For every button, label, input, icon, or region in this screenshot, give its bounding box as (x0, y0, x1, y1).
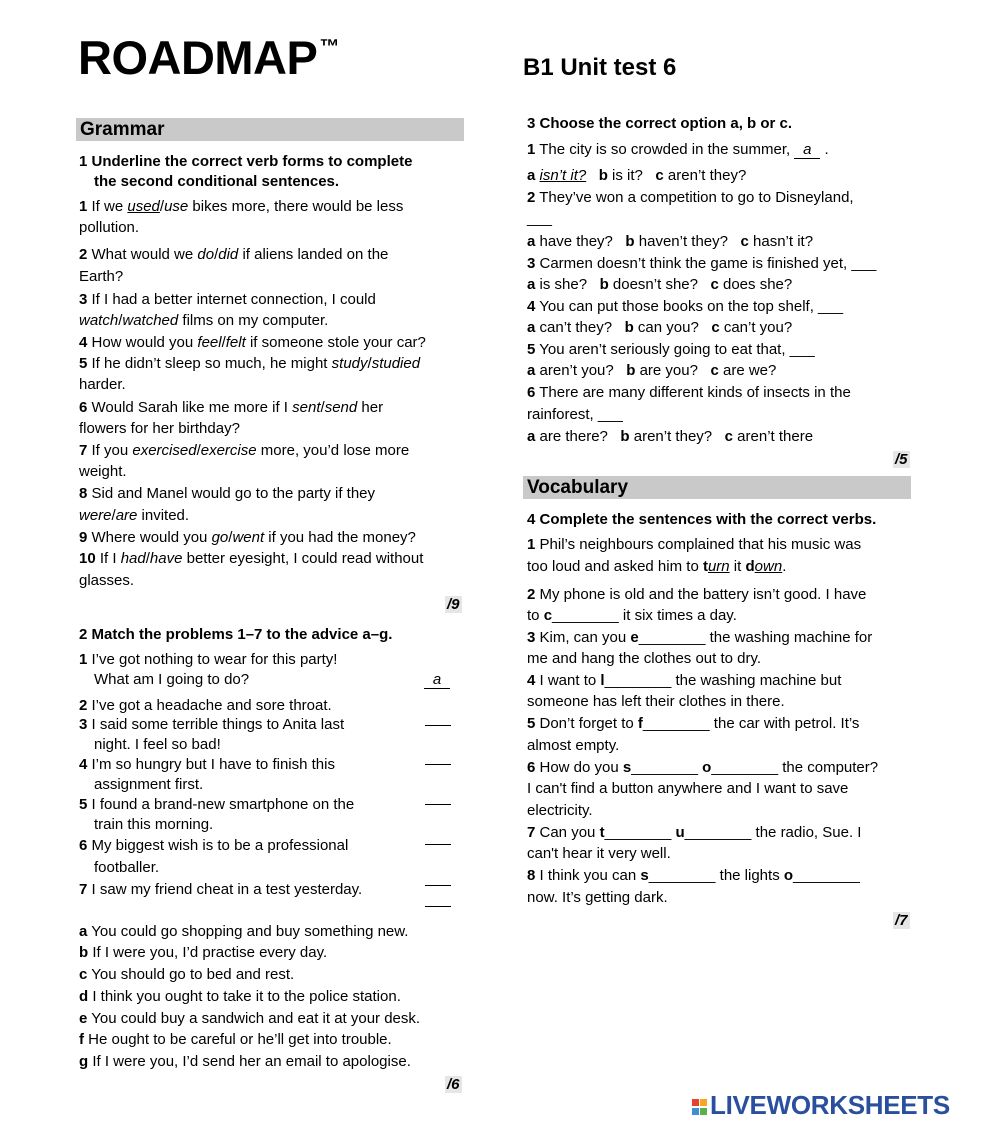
ex3-q5-options: a aren’t you? b are you? c are we? (527, 362, 777, 379)
ex3-score: /5 (895, 451, 908, 468)
ex4-item-8-cont: now. It’s getting dark. (527, 889, 668, 906)
ex2-advice-c: c You should go to bed and rest. (79, 966, 295, 983)
ex1-item-7-cont: weight. (79, 463, 127, 480)
ex4-item-4-cont: someone has left their clothes in there. (527, 693, 785, 710)
vocabulary-heading: Vocabulary (523, 476, 911, 499)
ex2-problem-4-cont: assignment first. (94, 776, 204, 793)
ex4-instruction: 4 Complete the sentences with the correct verbs. (527, 511, 877, 528)
ex1-item-10-cont: glasses. (79, 572, 135, 589)
ex2-advice-d: d I think you ought to take it to the police station. (79, 988, 401, 1005)
ex1-item-1-cont: pollution. (79, 219, 140, 236)
ex2-problem-7: 7 I saw my friend cheat in a test yesterday. (79, 881, 363, 898)
ex3-q3-options: a is she? b doesn’t she? c does she? (527, 276, 793, 293)
unit-title: B1 Unit test 6 (523, 54, 677, 81)
ex2-blank-5[interactable] (425, 830, 451, 850)
ex3-instruction: 3 Choose the correct option a, b or c. (527, 115, 793, 132)
ex3-q6-cont: rainforest, ___ (527, 406, 623, 423)
ex3-q2: 2 They’ve won a competition to go to Disneyland, (527, 189, 854, 206)
ex4-item-2: 2 My phone is old and the battery isn’t good. I have (527, 586, 867, 603)
ex1-item-2: 2 What would we do/did if aliens landed on the (79, 246, 389, 263)
liveworksheets-logo-icon (692, 1098, 710, 1116)
ex1-item-7: 7 If you exercised/exercise more, you’d lose more (79, 442, 410, 459)
ex1-item-5-cont: harder. (79, 376, 126, 393)
ex1-item-5: 5 If he didn’t sleep so much, he might study/studied (79, 355, 421, 372)
ex2-problem-5-cont: train this morning. (94, 816, 214, 833)
ex1-item-8-cont: were/are invited. (79, 507, 190, 524)
ex2-blank-4[interactable] (425, 790, 451, 810)
ex4-item-1-cont: too loud and asked him to turn it down. (527, 558, 787, 575)
ex2-advice-a: a You could go shopping and buy something new. (79, 923, 409, 940)
ex3-q2-blank: ___ (527, 210, 553, 227)
ex2-problem-5: 5 I found a brand-new smartphone on the (79, 796, 355, 813)
ex1-instruction-2: the second conditional sentences. (94, 173, 340, 190)
ex2-advice-b: b If I were you, I’d practise every day. (79, 944, 328, 961)
ex2-advice-e: e You could buy a sandwich and eat it at your desk. (79, 1010, 421, 1027)
ex2-problem-4: 4 I’m so hungry but I have to finish this (79, 756, 335, 773)
ex4-score: /7 (895, 912, 908, 929)
ex4-item-6-cont: I can't find a button anywhere and I want to save (527, 780, 849, 797)
ex4-item-7[interactable]: 7 Can you t________ u________ the radio, Sue. I (527, 824, 862, 841)
ex1-item-1: 1 If we used/use bikes more, there would be less (79, 198, 404, 215)
ex4-item-6[interactable]: 6 How do you s________ o________ the computer? (527, 759, 879, 776)
ex3-q5: 5 You aren’t seriously going to eat that, ___ (527, 341, 815, 358)
ex3-q3: 3 Carmen doesn’t think the game is finished yet, ___ (527, 255, 877, 272)
ex2-problem-3: 3 I said some terrible things to Anita last (79, 716, 345, 733)
ex2-blank-3[interactable] (425, 750, 451, 770)
ex4-item-7-cont: can't hear it very well. (527, 845, 671, 862)
ex1-instruction: 1 Underline the correct verb forms to complete (79, 153, 413, 170)
ex1-item-3: 3 If I had a better internet connection, I could (79, 291, 376, 308)
grammar-heading: Grammar (76, 118, 464, 141)
ex2-blank-2[interactable] (425, 711, 451, 731)
ex4-item-1: 1 Phil’s neighbours complained that his music was (527, 536, 862, 553)
ex3-q2-options: a have they? b haven’t they? c hasn’t it? (527, 233, 814, 250)
liveworksheets-watermark: LIVEWORKSHEETS (692, 1090, 950, 1121)
ex4-item-5[interactable]: 5 Don’t forget to f________ the car with petrol. It’s (527, 715, 860, 732)
ex4-item-3-cont: me and hang the clothes out to dry. (527, 650, 762, 667)
ex2-score: /6 (447, 1076, 460, 1093)
ex4-item-8[interactable]: 8 I think you can s________ the lights o________ (527, 867, 860, 884)
brand-logo: ROADMAP ™ (78, 31, 339, 84)
ex3-q4-options: a can’t they? b can you? c can’t you? (527, 319, 793, 336)
ex3-q1-options: a isn’t it? b is it? c aren’t they? (527, 167, 747, 184)
ex2-blank-7[interactable] (425, 892, 451, 912)
ex3-q6: 6 There are many different kinds of insects in the (527, 384, 851, 401)
ex1-score: /9 (447, 596, 460, 613)
ex2-answer-1: a (424, 669, 450, 690)
ex1-item-10: 10 If I had/have better eyesight, I could read without (79, 550, 424, 567)
ex1-item-8: 8 Sid and Manel would go to the party if they (79, 485, 376, 502)
ex2-advice-g: g If I were you, I’d send her an email to apologise. (79, 1053, 411, 1070)
ex1-item-6-cont: flowers for her birthday? (79, 420, 240, 437)
ex4-item-4[interactable]: 4 I want to l________ the washing machine but (527, 672, 842, 689)
ex2-instruction: 2 Match the problems 1–7 to the advice a–g. (79, 626, 393, 643)
ex3-q6-options: a are there? b aren’t they? c aren’t there (527, 428, 814, 445)
ex2-advice-f: f He ought to be careful or he’ll get into trouble. (79, 1031, 392, 1048)
ex1-item-9: 9 Where would you go/went if you had the money? (79, 529, 416, 546)
ex2-problem-1: 1 I’ve got nothing to wear for this party! (79, 651, 338, 668)
ex2-problem-6: 6 My biggest wish is to be a professional (79, 837, 349, 854)
ex2-problem-3-cont: night. I feel so bad! (94, 736, 221, 753)
ex2-blank-6[interactable] (425, 871, 451, 891)
ex1-item-4: 4 How would you feel/felt if someone stole your car? (79, 334, 426, 351)
ex1-item-6: 6 Would Sarah like me more if I sent/send her (79, 399, 384, 416)
ex4-item-6-cont-2: electricity. (527, 802, 593, 819)
ex2-problem-2: 2 I’ve got a headache and sore throat. (79, 697, 332, 714)
ex4-item-3[interactable]: 3 Kim, can you e________ the washing machine for (527, 629, 873, 646)
ex4-item-5-cont: almost empty. (527, 737, 620, 754)
ex2-problem-6-cont: footballer. (94, 859, 160, 876)
ex1-item-2-cont: Earth? (79, 268, 124, 285)
ex1-item-3-cont: watch/watched films on my computer. (79, 312, 329, 329)
ex4-item-2-cont[interactable]: to c________ it six times a day. (527, 607, 737, 624)
ex3-q4: 4 You can put those books on the top shelf, ___ (527, 298, 844, 315)
ex2-problem-1-cont: What am I going to do? (94, 671, 250, 688)
ex3-q1: 1 The city is so crowded in the summer, a . (527, 141, 829, 158)
